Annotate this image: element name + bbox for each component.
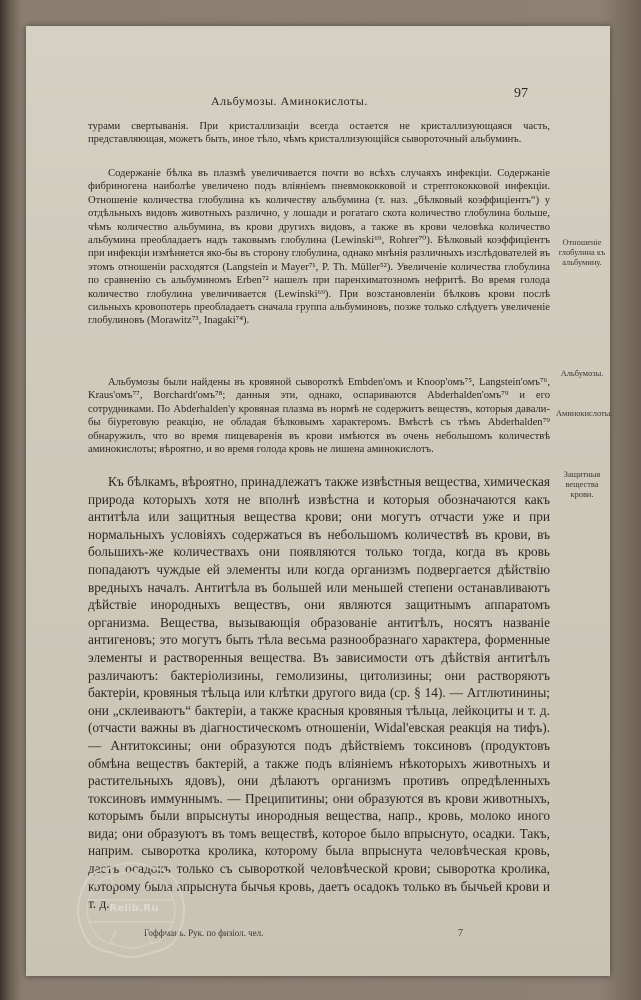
paragraph-antibodies-text: Къ бѣлкамъ, вѣроятно, принадлежатъ также извѣстныя вещества, химическая природа которыхъ хотя не вполнѣ извѣстна и которыя обозначаются какъ антитѣла или защитныя вещества крови; они могутъ отчасти уже и при нормальныхъ условіяхъ содержаться въ небольшомъ количествѣ въ крови, въ большихъ-же количествахъ они появляются только тогда, когда въ кровь попадаютъ чуждые ей элементы или когда организмъ подвергается дѣйствію вредныхъ началъ. Антитѣла въ большей или меньшей степени останавливаютъ дѣйствіе инородныхъ веществъ, они являются защитнымъ аппаратомъ организма. Вещества, вызывающія образованіе антитѣлъ, носятъ названіе антигеновъ; это могутъ быть тѣла весьма разнообразнаго характера, форменные элементы и растворенныя вещества. Въ зависимости отъ дѣйствія антитѣлъ различаютъ: бактеріолизины, гемолизины, цитолизины; они растворяютъ бактеріи, кровяныя тѣльца или клѣтки другого вида (ср. § 14). — Агглютинины; они „склеиваютъ“ бактеріи, а также красныя кровяныя тѣльца, лейкоциты и т. д. (отчасти важны въ діагностическомъ отношеніи, Widal'евская реакція на тифъ). — Антитоксины; они образуются подъ дѣйствіемъ токсиновъ (продуктовъ обмѣна веществъ бактерій, а также подъ вліяніемъ нѣкоторыхъ животныхъ и растительныхъ ядовъ), они дѣлаютъ организмъ противъ опредѣленныхъ токсиновъ иммуннымъ. — Преципитины; они образуются въ крови животныхъ, которымъ были впрыснуты инородныя вещества, напр., кровь, молоко иного вида; они образуютъ въ томъ веществѣ, которое было впрыснуто, осадки. Такъ, наприм. сыворотка кролика, которому была впрыснута человѣческая кровь, даетъ осадокъ только съ сывороткой человѣческой крови; сыворотка кролика, которому была впрыснута бычья кровь, даетъ осадокъ только въ бычьей крови и т. д. — [88, 474, 550, 912]
footer-signature: 7 — [458, 928, 463, 939]
paragraph-carryover — [88, 120, 550, 147]
margin-note-albumoses: Альбумозы. — [560, 369, 604, 378]
library-stamp — [70, 856, 192, 964]
page-number: 97 — [514, 86, 528, 101]
paragraph-albumoses-text: Альбумозы были найдены въ кровяной сывороткѣ Embden'омъ и Knoop'омъ⁷⁵, Langstein'омъ⁷⁶, Kraus'омъ⁷⁷, Borchardt'омъ⁷⁸; данныя эти, однако, оспариваются Abderhalden'омъ⁷⁹ и его сотрудниками. По Abderhalden'у кровяная плазма въ нормѣ не содержитъ веществъ, которыя давали-бы біуретовую реакцію, не обладая бѣлковымъ характеромъ. Вмѣстѣ съ тѣмъ Abderhalden⁷⁹ обнаружилъ, что во время пищеваренія въ крови имѣются въ очень небольшомъ количествѣ аминокислоты; вѣроятно, и во время голода кровь не лишена аминокислотъ. — [88, 377, 550, 456]
running-head: Альбумозы. Аминокислоты. — [211, 94, 368, 108]
paragraph-globulin-text: Содержаніе бѣлка въ плазмѣ увеличивается почти во всѣхъ случаяхъ инфекціи. Содержаніе фибриногена наиболѣе увеличено подъ вліяніемъ пневмококковой и стрептококковой инфекціи. Отношеніе количества глобулина къ количеству альбумина (т. наз. „бѣлковый коэффиціентъ“) у отдѣльныхъ видовъ животныхъ различно, у лошади и рогатаго скота количество глобулина больше, чѣмъ количество альбумина, въ крови другихъ видовъ, а также въ крови человѣка количество альбумина преобладаетъ надъ таковымъ глобулина (Lewinski⁶⁹, Rohrer⁷⁰). Бѣлковый коэффиціентъ при инфекціи измѣняется яко-бы въ сторону глобулина, однако мнѣнія различныхъ изслѣдователей въ этомъ отношеніи расходятся (Langstein и Mayer⁷¹, P. Th. Müller⁵²). Увеличеніе количества глобулина по сравненію съ альбуминомъ Erben⁷² нашелъ при паренхиматозномъ нефритѣ. Во время голода количество глобулина увеличивается (Lewinski⁶⁹). При возстановленіи бѣлковъ крови послѣ сильныхъ кровопотерь преобладаетъ сначала группа альбуминовъ, позже только слѣдуетъ увеличеніе глобулиновъ (Morawitz⁷³, Inagaki⁷⁴). — [88, 168, 550, 327]
margin-note-amino: Аминокислоты. — [556, 409, 613, 418]
margin-note-globulin: Отношеніе глобулина къ альбумину. — [558, 238, 606, 267]
paragraph-antibodies — [88, 473, 550, 913]
margin-note-protective: Защитныя вещества крови. — [563, 470, 601, 499]
paragraph-carryover-text: турами свертыванія. При кристаллизаціи всегда остается не кристаллизующаяся часть, представляющая, можетъ быть, иное тѣло, чѣмъ кристаллизующійся сывороточный альбуминъ. — [88, 121, 550, 146]
paragraph-albumoses — [88, 376, 550, 456]
book-page — [26, 26, 613, 976]
footer-running-title: Гоффманъ. Рук. по физіол. чел. — [144, 928, 264, 938]
paragraph-globulin — [88, 167, 550, 328]
stamp-text: Relib.Ru — [109, 903, 159, 914]
